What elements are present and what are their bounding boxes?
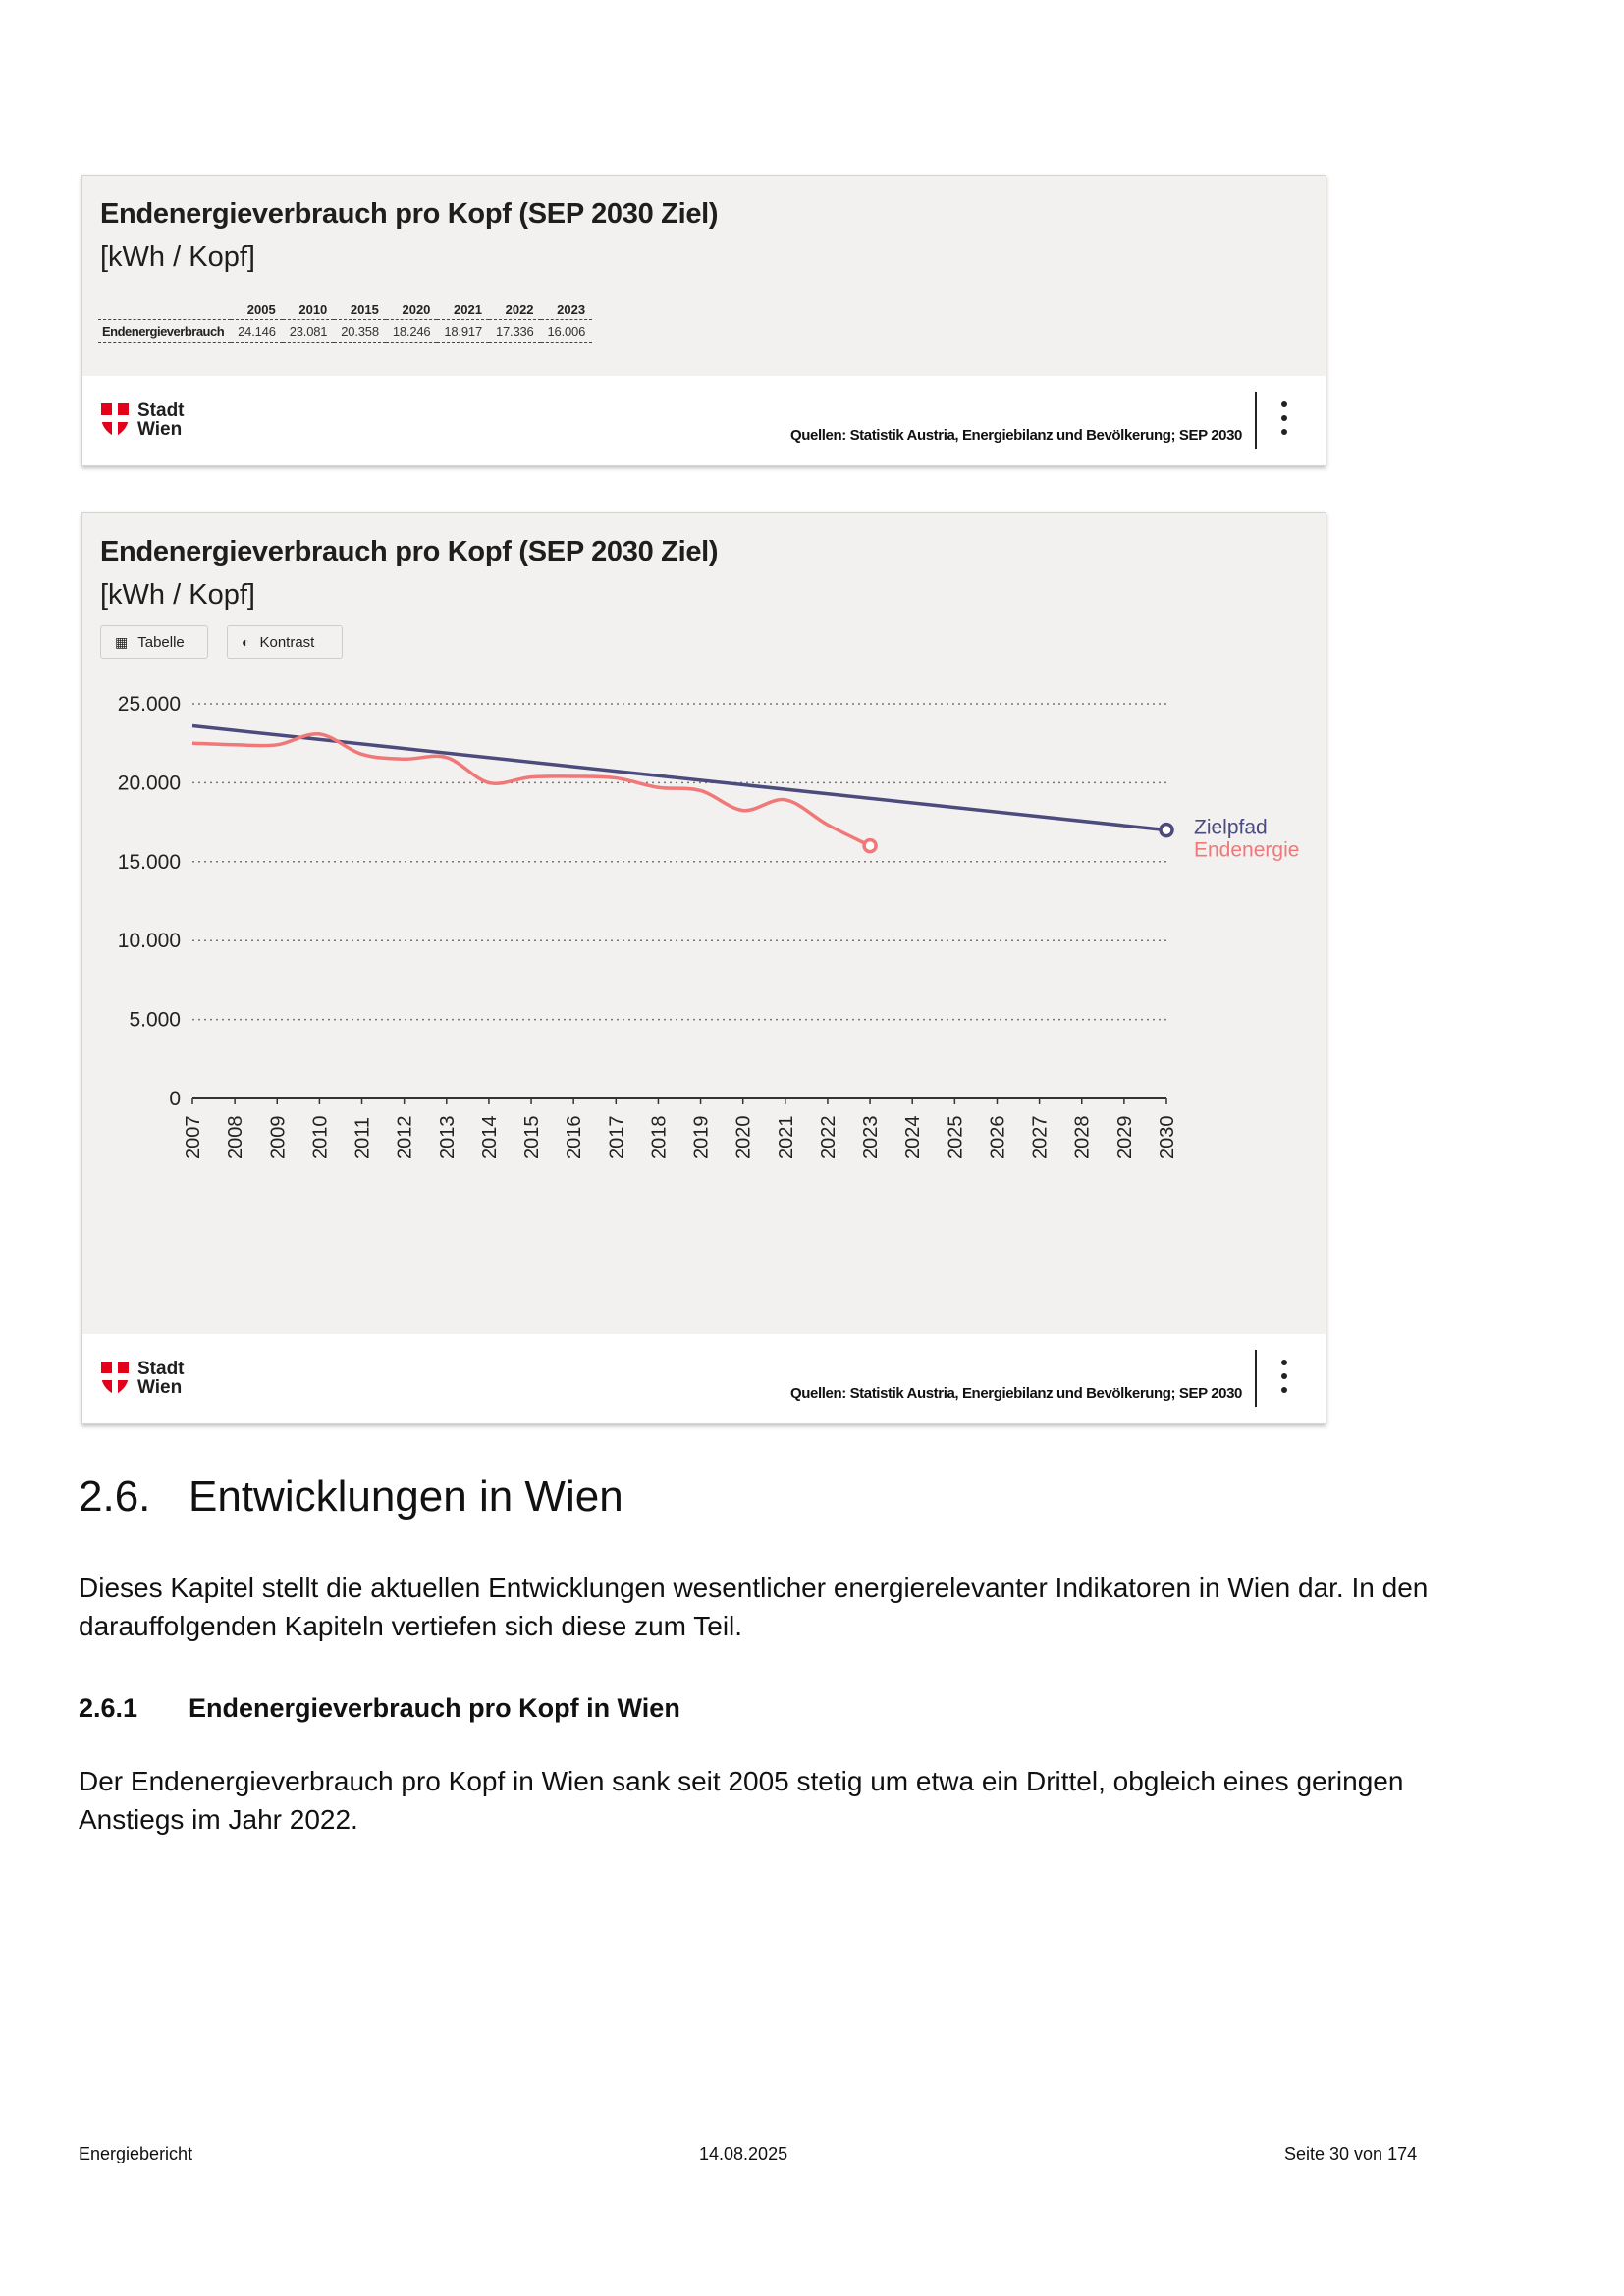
line-chart	[82, 661, 1326, 1397]
table-cell: 23.081	[283, 320, 335, 343]
y-tick-label: 0	[169, 1088, 181, 1110]
subsection-number: 2.6.1	[79, 1693, 138, 1723]
coat-of-arms-icon	[100, 1361, 130, 1396]
x-tick-label: 2022	[817, 1115, 839, 1159]
card-footer	[82, 376, 1326, 465]
x-tick-label: 2014	[478, 1115, 501, 1159]
series-line-endenergie	[192, 734, 870, 846]
kebab-dot-icon	[1281, 1360, 1287, 1365]
logo-line2: Wien	[137, 1377, 183, 1398]
table-row	[98, 320, 592, 343]
x-tick-label: 2023	[860, 1115, 883, 1159]
table-row-label: Endenergieverbrauch	[98, 320, 231, 343]
table-header-cell: 2022	[489, 299, 541, 320]
x-tick-label: 2019	[690, 1115, 713, 1159]
footer-date: 14.08.2025	[699, 2144, 788, 2163]
table-header-cell	[98, 299, 231, 320]
contrast-icon: ◐	[242, 634, 250, 650]
stadt-wien-logo	[100, 1360, 198, 1399]
table-cell: 18.917	[437, 320, 489, 343]
legend-label: Endenergie	[1194, 838, 1300, 862]
section-heading	[79, 1472, 623, 1522]
y-tick-label: 20.000	[117, 772, 181, 795]
table-card	[81, 175, 1326, 466]
divider	[1255, 1350, 1257, 1407]
table-header-cell: 2021	[437, 299, 489, 320]
subsection-title: Endenergieverbrauch pro Kopf in Wien	[189, 1693, 680, 1723]
table-header-cell: 2023	[541, 299, 593, 320]
subsection-text: Der Endenergieverbrauch pro Kopf in Wien sank seit 2005 stetig um etwa ein Drittel, obgleich eines geringen Anstiegs im Jahr 2022.	[79, 1766, 1404, 1835]
section-number: 2.6.	[79, 1472, 151, 1521]
x-tick-label: 2012	[394, 1115, 416, 1159]
x-tick-label: 2021	[775, 1115, 797, 1159]
stadt-wien-logo	[100, 401, 198, 441]
source-note: Quellen: Statistik Austria, Energiebilanz und Bevölkerung; SEP 2030	[790, 1385, 1242, 1402]
coat-of-arms-icon	[100, 402, 130, 438]
table-cell: 20.358	[334, 320, 386, 343]
x-tick-label: 2029	[1113, 1115, 1136, 1159]
more-options-button[interactable]	[1280, 1360, 1288, 1399]
x-tick-label: 2007	[183, 1115, 204, 1159]
kebab-dot-icon	[1281, 401, 1287, 407]
y-tick-label: 25.000	[117, 693, 181, 716]
y-tick-label: 10.000	[117, 930, 181, 953]
logo-line1: Stadt	[137, 400, 185, 421]
card-footer	[82, 1334, 1326, 1423]
table-toggle-button[interactable]	[100, 625, 208, 659]
x-tick-label: 2024	[902, 1115, 925, 1159]
x-tick-label: 2018	[648, 1115, 671, 1159]
x-tick-label: 2008	[225, 1115, 247, 1159]
x-tick-label: 2026	[987, 1115, 1009, 1159]
footer-page-number: Seite 30 von 174	[1284, 2144, 1418, 2163]
table-header-cell: 2020	[386, 299, 438, 320]
x-tick-label: 2015	[521, 1115, 544, 1159]
card-title: Endenergieverbrauch pro Kopf (SEP 2030 Ziel)	[100, 536, 719, 567]
table-cell: 16.006	[541, 320, 593, 343]
contrast-toggle-label: Kontrast	[259, 633, 315, 651]
x-tick-label: 2017	[606, 1115, 628, 1159]
chart-card	[81, 512, 1326, 1424]
x-tick-label: 2028	[1071, 1115, 1094, 1159]
footer-document-name: Energiebericht	[79, 2144, 193, 2163]
divider	[1255, 392, 1257, 449]
series-end-marker	[1161, 825, 1172, 836]
logo-line2: Wien	[137, 419, 183, 440]
section-title: Entwicklungen in Wien	[189, 1472, 623, 1521]
table-header-cell: 2010	[283, 299, 335, 320]
table-cell: 17.336	[489, 320, 541, 343]
contrast-toggle-button[interactable]	[227, 625, 343, 659]
kebab-dot-icon	[1281, 1387, 1287, 1393]
logo-line1: Stadt	[137, 1359, 185, 1379]
table-toggle-label: Tabelle	[137, 633, 185, 651]
kebab-dot-icon	[1281, 1373, 1287, 1379]
more-options-button[interactable]	[1280, 401, 1288, 441]
kebab-dot-icon	[1281, 429, 1287, 435]
x-tick-label: 2016	[564, 1115, 586, 1159]
table-cell: 24.146	[231, 320, 283, 343]
source-note: Quellen: Statistik Austria, Energiebilanz und Bevölkerung; SEP 2030	[790, 427, 1242, 444]
kebab-dot-icon	[1281, 415, 1287, 421]
legend-label: Zielpfad	[1194, 816, 1268, 839]
y-tick-label: 15.000	[117, 850, 181, 874]
x-tick-label: 2027	[1029, 1115, 1052, 1159]
subsection-heading	[79, 1693, 680, 1724]
table-cell: 18.246	[386, 320, 438, 343]
x-tick-label: 2020	[732, 1115, 755, 1159]
x-tick-label: 2009	[267, 1115, 290, 1159]
table-header-row	[98, 299, 592, 320]
x-tick-label: 2010	[309, 1115, 332, 1159]
x-tick-label: 2025	[945, 1115, 967, 1159]
table-header-cell: 2005	[231, 299, 283, 320]
card-unit: [kWh / Kopf]	[100, 579, 255, 611]
section-intro: Dieses Kapitel stellt die aktuellen Entwicklungen wesentlicher energierelevanter Indikatoren in Wien dar. In den darauffolgenden Kapiteln vertiefen sich diese zum Teil.	[79, 1573, 1429, 1641]
table-icon: ▦	[115, 633, 129, 650]
x-tick-label: 2013	[436, 1115, 459, 1159]
x-tick-label: 2030	[1157, 1115, 1178, 1159]
table-header-cell: 2015	[334, 299, 386, 320]
card-title: Endenergieverbrauch pro Kopf (SEP 2030 Ziel)	[100, 198, 719, 230]
series-end-marker	[864, 840, 876, 852]
data-table	[98, 299, 592, 343]
card-unit: [kWh / Kopf]	[100, 241, 255, 273]
y-tick-label: 5.000	[129, 1008, 181, 1032]
x-tick-label: 2011	[352, 1116, 374, 1159]
